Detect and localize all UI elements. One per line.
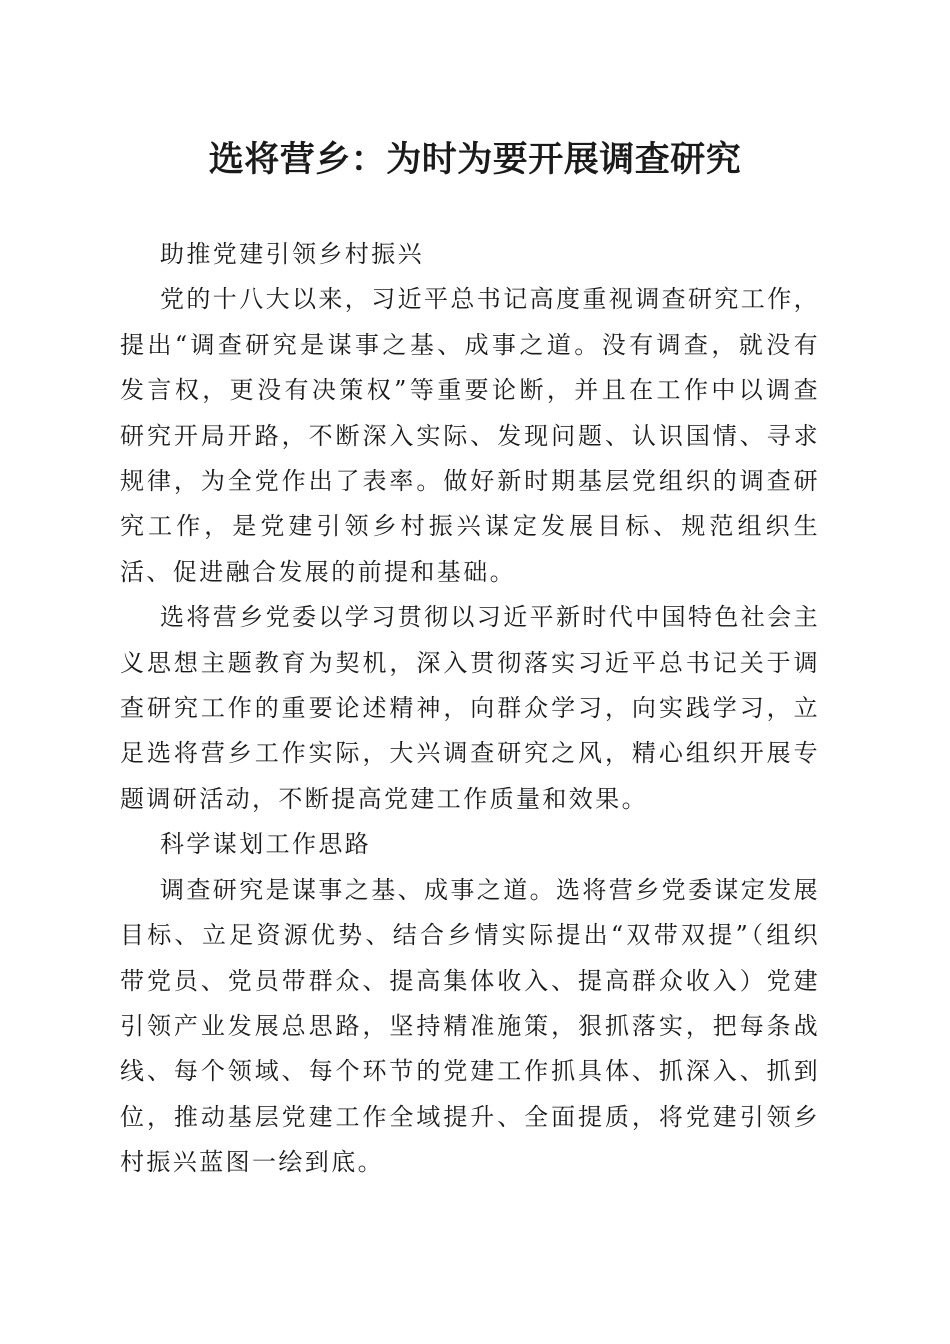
- section-heading-1: 助推党建引领乡村振兴: [160, 240, 424, 268]
- paragraph-1: 党的十八大以来，习近平总书记高度重视调查研究工作，提出“调查研究是谋事之基、成事之道。没有调查，就没有发言权，更没有决策权”等重要论断，并且在工作中以调查研究开局开路，不断深入实际、发现问题、认识国情、寻求规律，为全党作出了表率。做好新时期基层党组织的调查研究工作，是党建引领乡村振兴谋定发展目标、规范组织生活、促进融合发展的前提和基础。: [120, 285, 820, 586]
- document-title: 选将营乡：为时为要开展调查研究: [208, 139, 742, 180]
- paragraph-2: 选将营乡党委以学习贯彻以习近平新时代中国特色社会主义思想主题教育为契机，深入贯彻落实习近平总书记关于调查研究工作的重要论述精神，向群众学习，向实践学习，立足选将营乡工作实际，大兴调查研究之风，精心组织开展专题调研活动，不断提高党建工作质量和效果。: [120, 603, 820, 813]
- document-body: [120, 232, 820, 1186]
- paragraph-3: 调查研究是谋事之基、成事之道。选将营乡党委谋定发展目标、立足资源优势、结合乡情实际提出“双带双提”（组织带党员、党员带群众、提高集体收入、提高群众收入）党建引领产业发展总思路，坚持精准施策，狠抓落实，把每条战线、每个领域、每个环节的党建工作抓具体、抓深入、抓到位，推动基层党建工作全域提升、全面提质，将党建引领乡村振兴蓝图一绘到底。: [120, 875, 820, 1177]
- section-heading-2: 科学谋划工作思路: [160, 830, 372, 859]
